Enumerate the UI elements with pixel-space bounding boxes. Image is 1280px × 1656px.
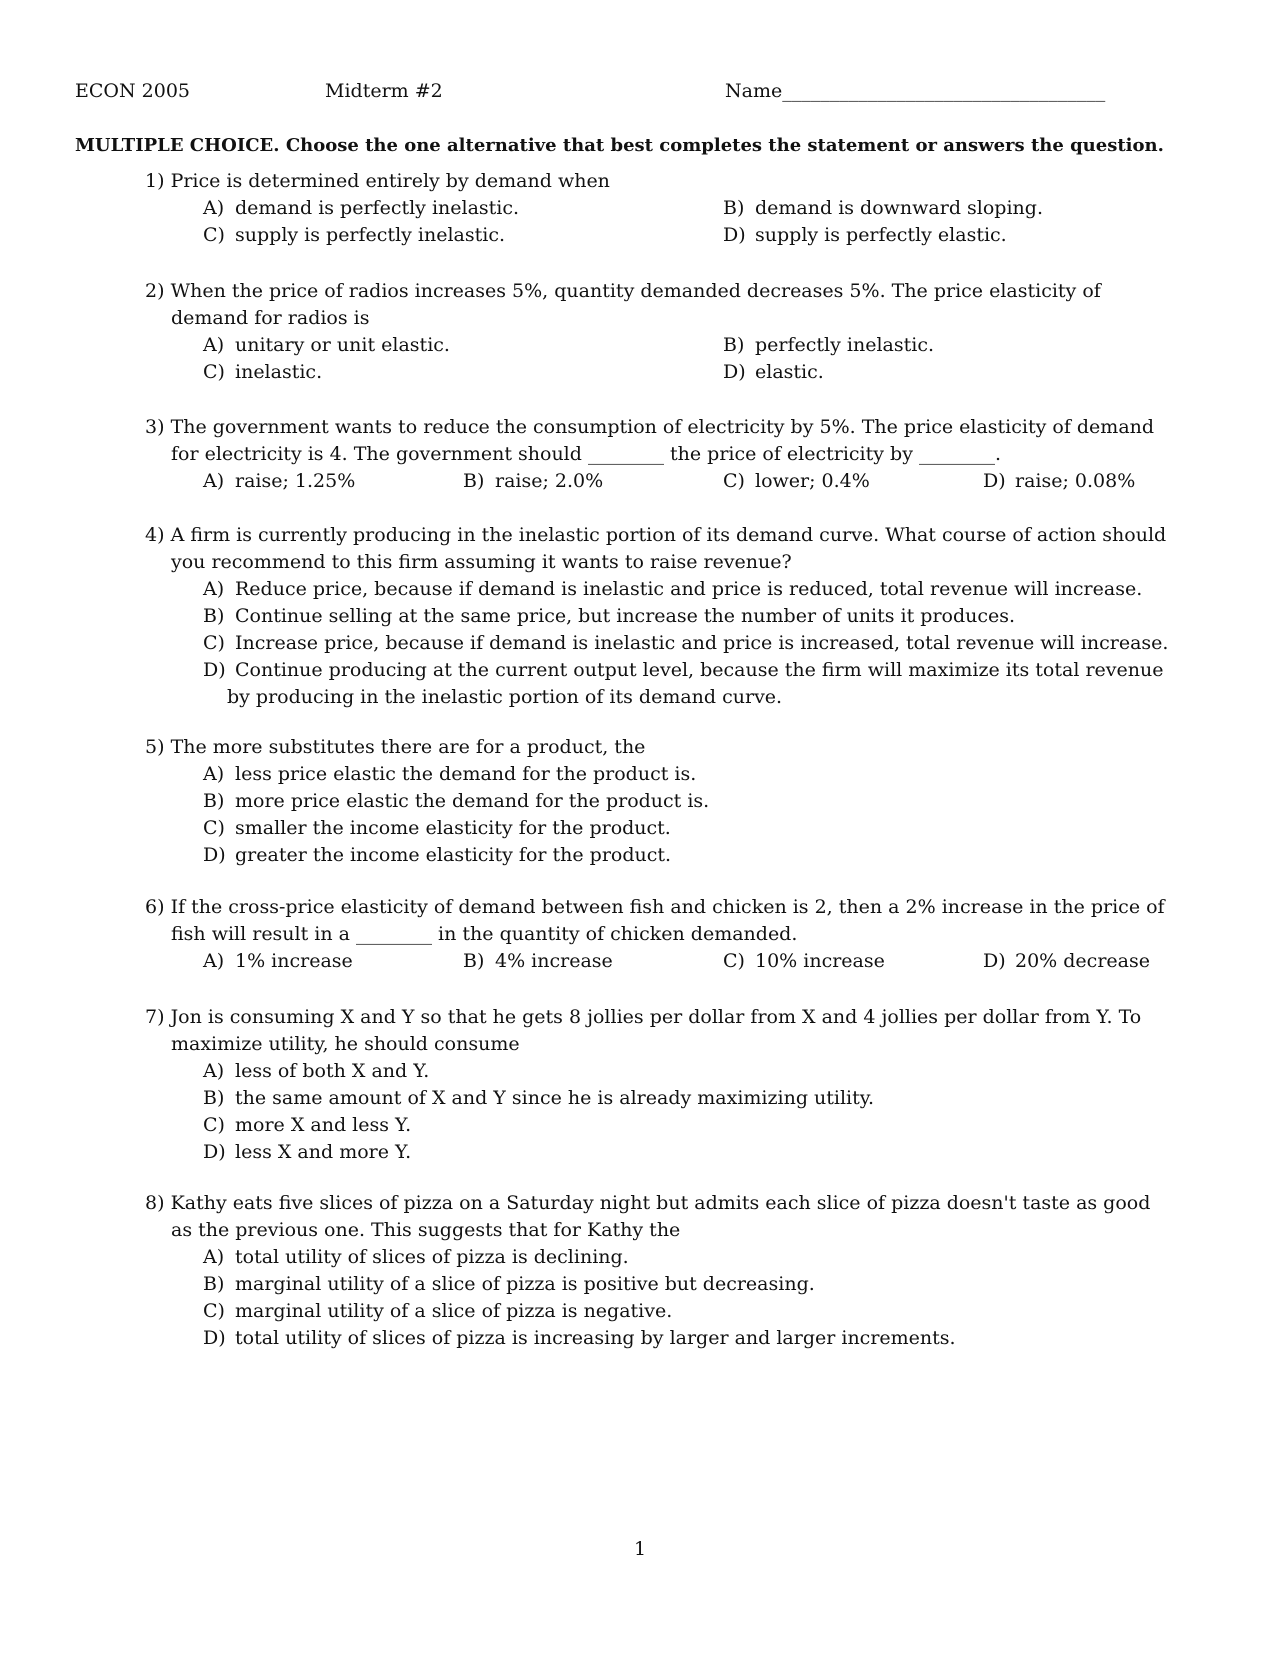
question-5 [145, 734, 1175, 869]
question-stem: 2) When the price of radios increases 5%, quantity demanded decreases 5%. The price elasticity of demand for radios is [145, 280, 1101, 329]
option-a[interactable]: A) unitary or unit elastic. [203, 334, 450, 356]
question-8 [145, 1190, 1175, 1352]
option-a[interactable]: A) Reduce price, because if demand is inelastic and price is reduced, total revenue will increase. [203, 578, 1143, 600]
instructions: MULTIPLE CHOICE. Choose the one alternative that best completes the statement or answers the question. [75, 135, 1164, 156]
question-4 [145, 522, 1175, 711]
name-field: Name__________________________________ [725, 80, 1106, 102]
option-a[interactable]: A) demand is perfectly inelastic. [203, 197, 520, 219]
question-stem: 6) If the cross-price elasticity of demand between fish and chicken is 2, then a 2% increase in the price of fish will result in a ________ in the quantity of chicken demanded. [145, 896, 1165, 945]
question-stem: 8) Kathy eats five slices of pizza on a Saturday night but admits each slice of pizza doesn't taste as good as the previous one. This suggests that for Kathy the [145, 1192, 1151, 1241]
course-code: ECON 2005 [75, 80, 191, 102]
option-a[interactable]: A) less of both X and Y. [203, 1060, 430, 1082]
page-header [75, 78, 1205, 106]
option-c[interactable]: C) marginal utility of a slice of pizza is negative. [203, 1300, 673, 1322]
question-stem: 5) The more substitutes there are for a product, the [145, 736, 646, 758]
question-stem: 4) A firm is currently producing in the inelastic portion of its demand curve. What course of action should you recommend to this firm assuming it wants to raise revenue? [145, 524, 1167, 573]
question-2 [145, 278, 1175, 386]
option-c[interactable]: C) lower; 0.4% [723, 470, 870, 492]
question-1 [145, 168, 1175, 249]
question-7 [145, 1004, 1175, 1166]
question-3 [145, 414, 1175, 495]
question-stem: 1) Price is determined entirely by demand when [145, 170, 610, 192]
option-d[interactable]: D) 20% decrease [983, 950, 1150, 972]
option-c[interactable]: C) smaller the income elasticity for the product. [203, 817, 671, 839]
option-d[interactable]: D) total utility of slices of pizza is increasing by larger and larger increments. [203, 1327, 956, 1349]
option-b[interactable]: B) more price elastic the demand for the product is. [203, 790, 710, 812]
option-c[interactable]: C) supply is perfectly inelastic. [203, 224, 506, 246]
option-c[interactable]: C) Increase price, because if demand is inelastic and price is increased, total revenue will increase. [203, 632, 1169, 654]
option-d[interactable]: D) greater the income elasticity for the product. [203, 844, 672, 866]
option-d[interactable]: D) elastic. [723, 361, 824, 383]
option-d[interactable]: D) less X and more Y. [203, 1141, 412, 1163]
option-d[interactable]: D) supply is perfectly elastic. [723, 224, 1007, 246]
option-c[interactable]: C) more X and less Y. [203, 1114, 412, 1136]
option-d[interactable]: D) Continue producing at the current output level, because the firm will maximize its total revenue by producing in the inelastic portion of its demand curve. [203, 659, 1164, 708]
option-c[interactable]: C) inelastic. [203, 361, 323, 383]
question-6 [145, 894, 1175, 975]
question-stem: 7) Jon is consuming X and Y so that he gets 8 jollies per dollar from X and 4 jollies per dollar from Y. To maximize utility, he should consume [145, 1006, 1142, 1055]
option-a[interactable]: A) total utility of slices of pizza is declining. [203, 1246, 629, 1268]
option-b[interactable]: B) demand is downward sloping. [723, 197, 1043, 219]
option-a[interactable]: A) raise; 1.25% [203, 470, 356, 492]
option-a[interactable]: A) less price elastic the demand for the product is. [203, 763, 697, 785]
exam-title: Midterm #2 [325, 80, 443, 102]
option-c[interactable]: C) 10% increase [723, 950, 885, 972]
option-b[interactable]: B) 4% increase [463, 950, 613, 972]
option-a[interactable]: A) 1% increase [203, 950, 353, 972]
option-b[interactable]: B) raise; 2.0% [463, 470, 604, 492]
option-b[interactable]: B) perfectly inelastic. [723, 334, 934, 356]
option-b[interactable]: B) marginal utility of a slice of pizza is positive but decreasing. [203, 1273, 815, 1295]
question-stem: 3) The government wants to reduce the consumption of electricity by 5%. The price elasticity of demand for electricity is 4. The government should ________ the price of electricity by ________. [145, 416, 1155, 465]
page-number: 1 [633, 1538, 647, 1560]
option-d[interactable]: D) raise; 0.08% [983, 470, 1136, 492]
option-b[interactable]: B) Continue selling at the same price, but increase the number of units it produces. [203, 605, 1016, 627]
option-b[interactable]: B) the same amount of X and Y since he is already maximizing utility. [203, 1087, 875, 1109]
